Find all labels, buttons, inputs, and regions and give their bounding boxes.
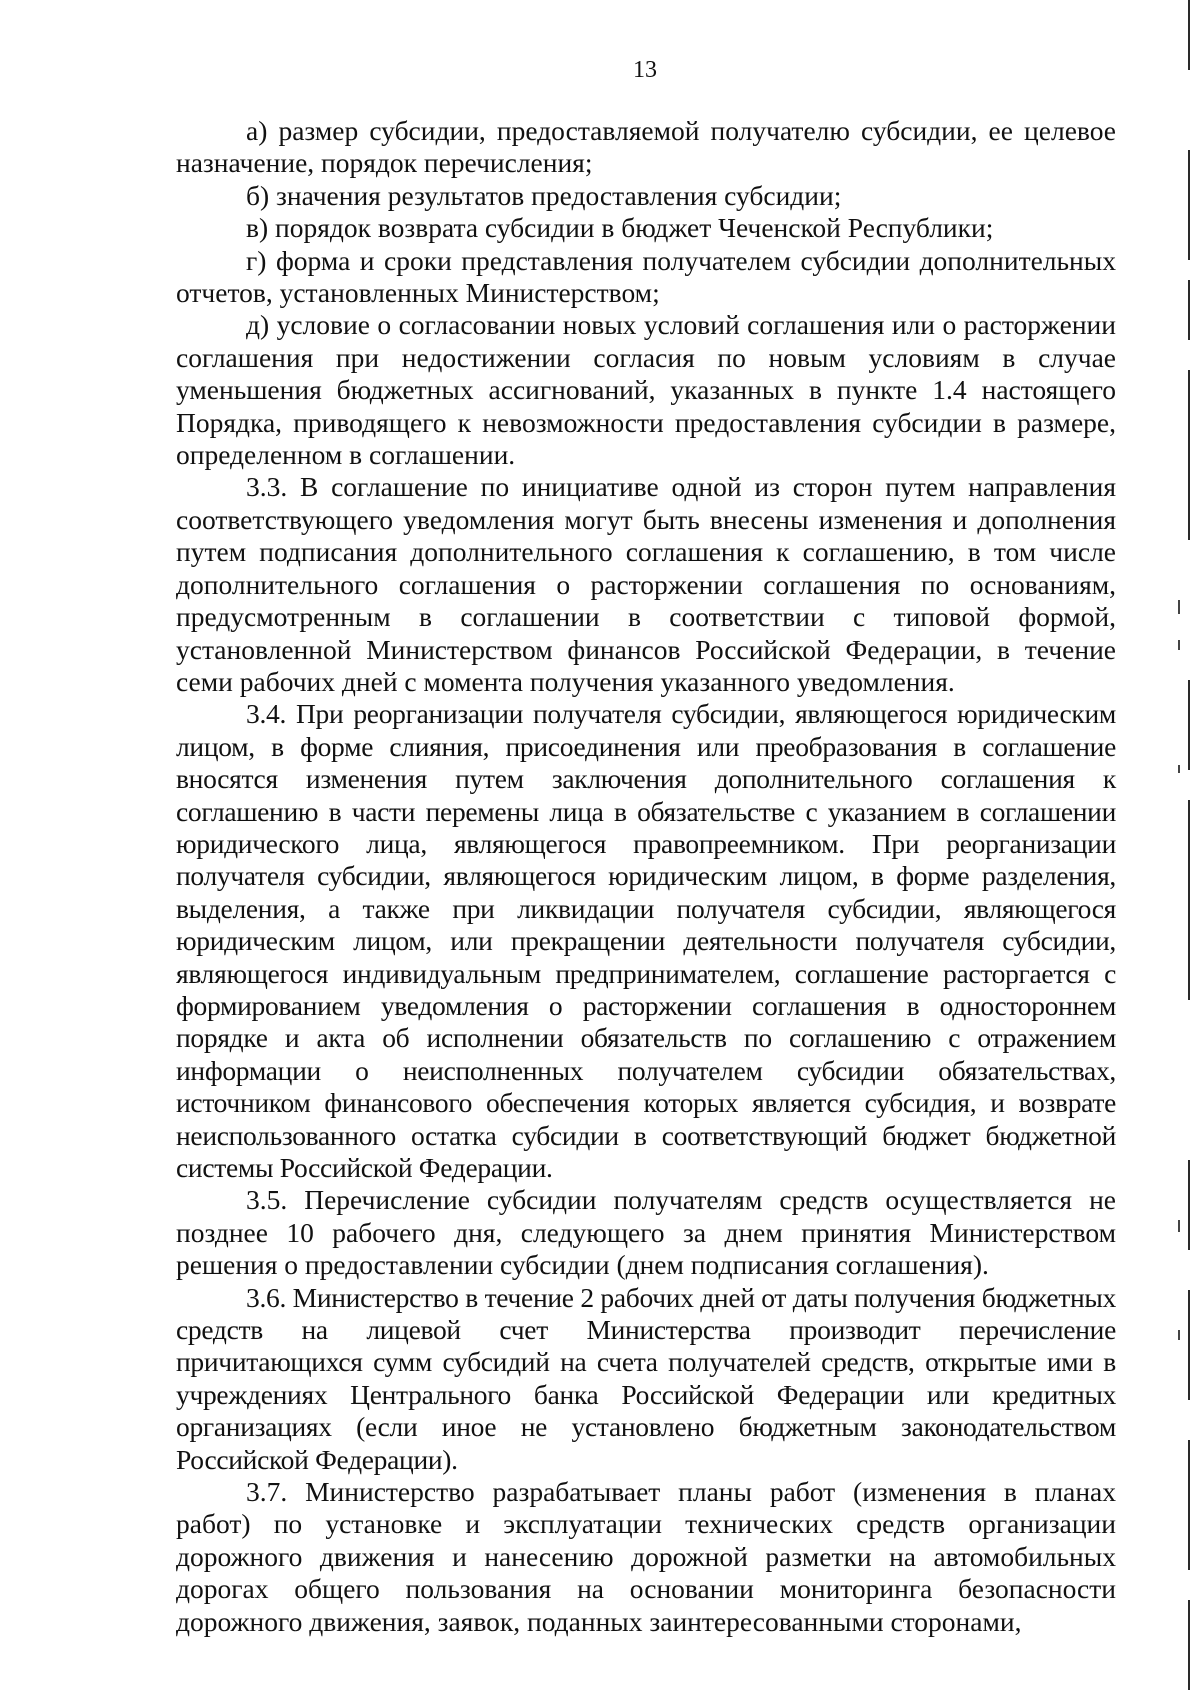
paragraph-3-3: 3.3. В соглашение по инициативе одной из сторон путем направления соответствующего уведомления могут быть внесены изменения и дополнения путем подписания дополнительного соглашения к соглашению, в том числе дополнительного соглашения о расторжении соглашения по основаниям, предусмотренным в соглашении в соответствии с типовой формой, установленной Министерством финансов Российской Федерации, в течение семи рабочих дней с момента получения указанного уведомления. — [176, 471, 1116, 697]
scan-edge-line — [1188, 680, 1190, 770]
scan-edge-tick — [1178, 600, 1180, 614]
scan-edge-tick — [1178, 640, 1180, 650]
document-body — [176, 115, 1116, 1638]
scan-edge-line — [1188, 370, 1190, 540]
scan-edge-line — [1188, 1160, 1190, 1250]
scan-edge-tick — [1178, 1220, 1180, 1232]
scan-edge-line — [1188, 1440, 1190, 1570]
paragraph-g: г) форма и сроки представления получателем субсидии дополнительных отчетов, установленных Министерством; — [176, 244, 1116, 309]
paragraph-v: в) порядок возврата субсидии в бюджет Чеченской Республики; — [246, 212, 994, 244]
paragraph-3-7: 3.7. Министерство разрабатывает планы работ (изменения в планах работ) по установке и эксплуатации технических средств организации дорожного движения и нанесению дорожной разметки на автомобильных дорогах общего пользования на основании мониторинга безопасности дорожного движения, заявок, поданных заинтересованными сторонами, — [176, 1476, 1116, 1637]
scan-edge-line — [1188, 150, 1190, 260]
paragraph-b: б) значения результатов предоставления субсидии; — [246, 179, 842, 211]
paragraph-a: а) размер субсидии, предоставляемой получателю субсидии, ее целевое назначение, порядок перечисления; — [176, 115, 1116, 179]
paragraph-3-6: 3.6. Министерство в течение 2 рабочих дней от даты получения бюджетных средств на лицевой счет Министерства производит перечисление причитающихся сумм субсидий на счета получателей средств, открытые ими в учреждениях Центрального банка Российской Федерации или кредитных организациях (если иное не установлено бюджетным законодательством Российской Федерации). — [176, 1281, 1116, 1475]
scan-edge-line — [1188, 1290, 1190, 1400]
paragraph-3-5: 3.5. Перечисление субсидии получателям средств осуществляется не позднее 10 рабочего дня, следующего за днем принятия Министерством решения о предоставлении субсидии (днем подписания соглашения). — [176, 1184, 1116, 1281]
scan-edge-line — [1188, 0, 1190, 70]
scan-edge-tick — [1178, 1330, 1180, 1340]
scan-edge-tick — [1178, 765, 1180, 773]
scan-edge-line — [1188, 800, 1190, 1000]
paragraph-3-4: 3.4. При реорганизации получателя субсидии, являющегося юридическим лицом, в форме слияния, присоединения или преобразования в соглашение вносятся изменения путем заключения дополнительного соглашения к соглашению в части перемены лица в обязательстве с указанием в соглашении юридического лица, являющегося правопреемником. При реорганизации получателя субсидии, являющегося юридическим лицом, в форме разделения, выделения, а также при ликвидации получателя субсидии, являющегося юридическим лицом, или прекращении деятельности получателя субсидии, являющегося индивидуальным предпринимателем, соглашение расторгается с формированием уведомления о расторжении соглашения в одностороннем порядке и акта об исполнении обязательств по соглашению с отражением информации о неисполненных получателем субсидии обязательствах, источником финансового обеспечения которых является субсидия, и возврате неиспользованного остатка субсидии в соответствующий бюджет бюджетной системы Российской Федерации. — [176, 698, 1116, 1183]
page-number: 13 — [633, 57, 657, 83]
scan-edge-line — [1188, 1600, 1190, 1690]
scan-edge-line — [1188, 280, 1190, 340]
paragraph-d: д) условие о согласовании новых условий соглашения или о расторжении соглашения при недостижении согласия по новым условиям в случае уменьшения бюджетных ассигнований, указанных в пункте 1.4 настоящего Порядка, приводящего к невозможности предоставления субсидии в размере, определенном в соглашении. — [176, 309, 1116, 471]
